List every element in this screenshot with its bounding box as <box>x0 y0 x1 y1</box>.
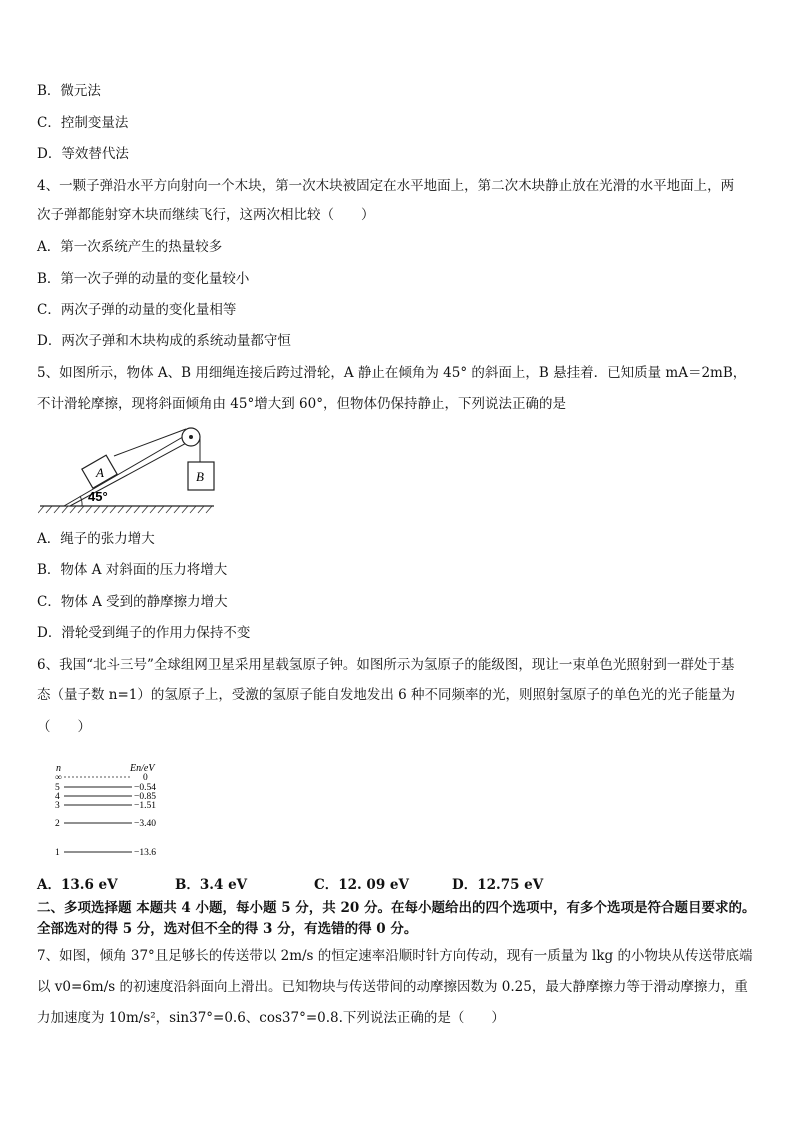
q4-option-b: B．第一次子弹的动量的变化量较小 <box>37 271 250 287</box>
level-numbers <box>55 773 62 858</box>
level-e-4: −0.85 <box>134 792 156 802</box>
block-b-label: B <box>196 469 204 484</box>
block-a-label: A <box>96 465 104 480</box>
level-n-1: 1 <box>55 848 60 858</box>
level-e-2: −3.40 <box>134 819 156 829</box>
q3-option-d: D．等效替代法 <box>37 146 129 162</box>
ground-hatching <box>38 506 212 513</box>
level-e-1: −13.6 <box>134 848 156 858</box>
q3-option-c: C．控制变量法 <box>37 115 129 131</box>
level-energies <box>134 773 156 858</box>
q7-stem-line1: 7、如图，倾角 37°且足够长的传送带以 2m/s 的恒定速率沿顺时针方向传动，现有一质量为 lkg 的小物块从传送带底端 <box>37 948 753 964</box>
q5-option-c: C．物体 A 受到的静摩擦力增大 <box>37 594 228 610</box>
q5-stem-line2: 不计滑轮摩擦，现将斜面倾角由 45°增大到 60°，但物体仍保持静止，下列说法正确的是 <box>37 396 566 412</box>
q4-stem-line1: 4、一颗子弹沿水平方向射向一个木块，第一次木块被固定在水平地面上，第二次木块静止放在光滑的水平地面上，两 <box>37 178 735 194</box>
q6-option-c: C．12. 09 eV <box>314 877 409 893</box>
q6-stem-line2: 态（量子数 n=1）的氢原子上，受激的氢原子能自发地发出 6 种不同频率的光，则照射氢原子的单色光的光子能量为 <box>37 687 736 703</box>
q6-stem-line3: （ ） <box>37 719 91 735</box>
pulley-axle <box>189 435 193 439</box>
n-axis-label: n <box>56 763 61 774</box>
q5-option-a: A．绳子的张力增大 <box>37 531 155 547</box>
q5-option-b: B．物体 A 对斜面的压力将增大 <box>37 562 228 578</box>
level-e-5: −0.54 <box>134 783 156 793</box>
section2-header-line2: 全部选对的得 5 分，选对但不全的得 3 分，有选错的得 0 分。 <box>37 921 418 937</box>
q4-stem-line2: 次子弹都能射穿木块而继续飞行，这两次相比较（ ） <box>37 207 375 223</box>
q4-option-a: A．第一次系统产生的热量较多 <box>37 239 223 255</box>
q3-option-b: B．微元法 <box>37 83 101 99</box>
energy-axis-label: En/eV <box>130 763 155 774</box>
level-n-2: 2 <box>55 819 60 829</box>
q6-stem-line1: 6、我国“北斗三号”全球组网卫星采用星载氢原子钟。如图所示为氢原子的能级图，现让一束单色光照射到一群处于基 <box>37 657 735 673</box>
q5-stem-line1: 5、如图所示，物体 A、B 用细绳连接后跨过滑轮，A 静止在倾角为 45° 的斜面上，B 悬挂着．已知质量 mA＝2mB， <box>37 365 747 381</box>
q5-option-d: D．滑轮受到绳子的作用力保持不变 <box>37 625 251 641</box>
level-n-inf: ∞ <box>55 773 62 783</box>
level-n-5: 5 <box>55 783 60 793</box>
angle-label: 45° <box>88 489 108 504</box>
q6-option-d: D．12.75 eV <box>452 877 544 893</box>
level-n-4: 4 <box>55 792 60 802</box>
q6-option-b: B．3.4 eV <box>175 877 248 893</box>
incline-pulley-figure <box>38 420 218 520</box>
level-e-3: −1.51 <box>134 801 156 811</box>
level-n-3: 3 <box>55 801 60 811</box>
energy-level-diagram <box>50 760 190 860</box>
q4-option-d: D．两次子弹和木块构成的系统动量都守恒 <box>37 333 291 349</box>
level-e-inf: 0 <box>143 773 148 783</box>
q7-stem-line3: 力加速度为 10m/s²，sin37°=0.6、cos37°=0.8.下列说法正确的是（ ） <box>37 1010 505 1026</box>
section2-header-line1: 二、多项选择题 本题共 4 小题，每小题 5 分，共 20 分。在每小题给出的四个选项中，有多个选项是符合题目要求的。 <box>37 900 756 916</box>
q6-option-a: A．13.6 eV <box>37 877 118 893</box>
q7-stem-line2: 以 v0=6m/s 的初速度沿斜面向上滑出。已知物块与传送带间的动摩擦因数为 0.25，最大静摩擦力等于滑动摩擦力，重 <box>37 979 748 995</box>
q4-option-c: C．两次子弹的动量的变化量相等 <box>37 302 237 318</box>
